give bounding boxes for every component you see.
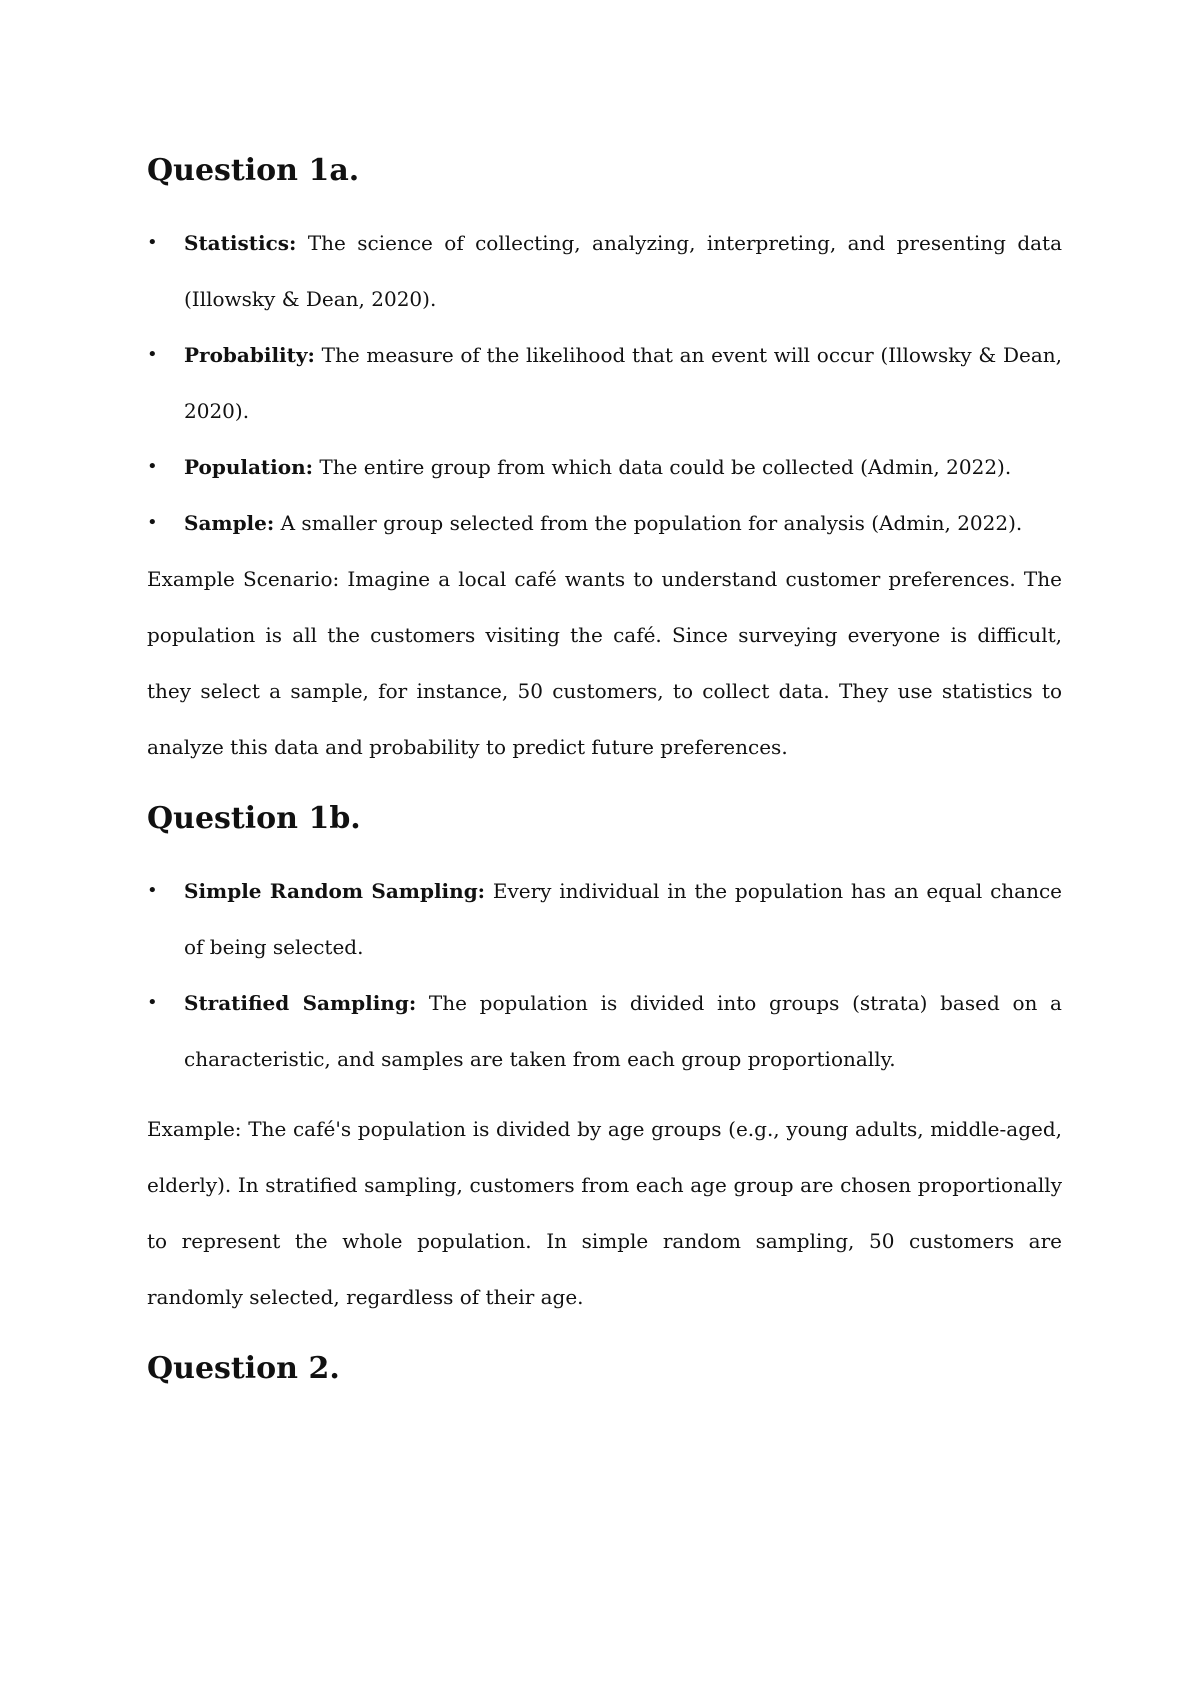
question-1b-heading: Question 1b. (147, 801, 361, 836)
term-definition: The science of collecting, analyzing, interpreting, and presenting data (Illowsky & Dean, 2020). (184, 231, 1063, 311)
term-definition: A smaller group selected from the population for analysis (Admin, 2022). (280, 511, 1023, 535)
term-label: Sample: (184, 511, 275, 535)
term-definition: Every individual in the population has an equal chance of being selected. (184, 879, 1062, 959)
list-item-sample (147, 495, 1062, 551)
bullet-icon: • (147, 512, 158, 533)
document-body (147, 143, 1062, 1397)
list-item-stratified-sampling (147, 975, 1062, 1087)
question-2-heading: Question 2. (147, 1351, 340, 1386)
term-label: Probability: (184, 343, 315, 367)
example-scenario-paragraph: Example Scenario: Imagine a local café wants to understand customer preferences. The population is all the customers visiting the café. Since surveying everyone is difficult, they select a sample, for instance, 50 customers, to collect data. They use statistics to analyze this data and probability to predict future preferences. (147, 567, 1062, 759)
list-item-population (147, 439, 1062, 495)
bullet-icon: • (147, 456, 158, 477)
list-item-probability (147, 327, 1062, 439)
question-1a-heading: Question 1a. (147, 153, 360, 188)
bullet-icon: • (147, 232, 158, 253)
bullet-icon: • (147, 992, 158, 1013)
term-label: Simple Random Sampling: (184, 879, 486, 903)
list-item-simple-random-sampling (147, 863, 1062, 975)
sampling-example-paragraph: Example: The café's population is divided by age groups (e.g., young adults, middle-aged, elderly). In stratified sampling, customers from each age group are chosen proportionally to represent the whole population. In simple random sampling, 50 customers are randomly selected, regardless of their age. (147, 1117, 1062, 1309)
definitions-list (147, 215, 1062, 551)
list-item-statistics (147, 215, 1062, 327)
term-label: Statistics: (184, 231, 297, 255)
term-definition: The population is divided into groups (strata) based on a characteristic, and samples are taken from each group proportionally. (184, 991, 1062, 1071)
sampling-methods-list (147, 863, 1062, 1087)
bullet-icon: • (147, 880, 158, 901)
term-label: Population: (184, 455, 314, 479)
term-definition: The measure of the likelihood that an event will occur (Illowsky & Dean, 2020). (184, 343, 1062, 423)
bullet-icon: • (147, 344, 158, 365)
term-definition: The entire group from which data could be collected (Admin, 2022). (319, 455, 1012, 479)
term-label: Stratified Sampling: (184, 991, 417, 1015)
